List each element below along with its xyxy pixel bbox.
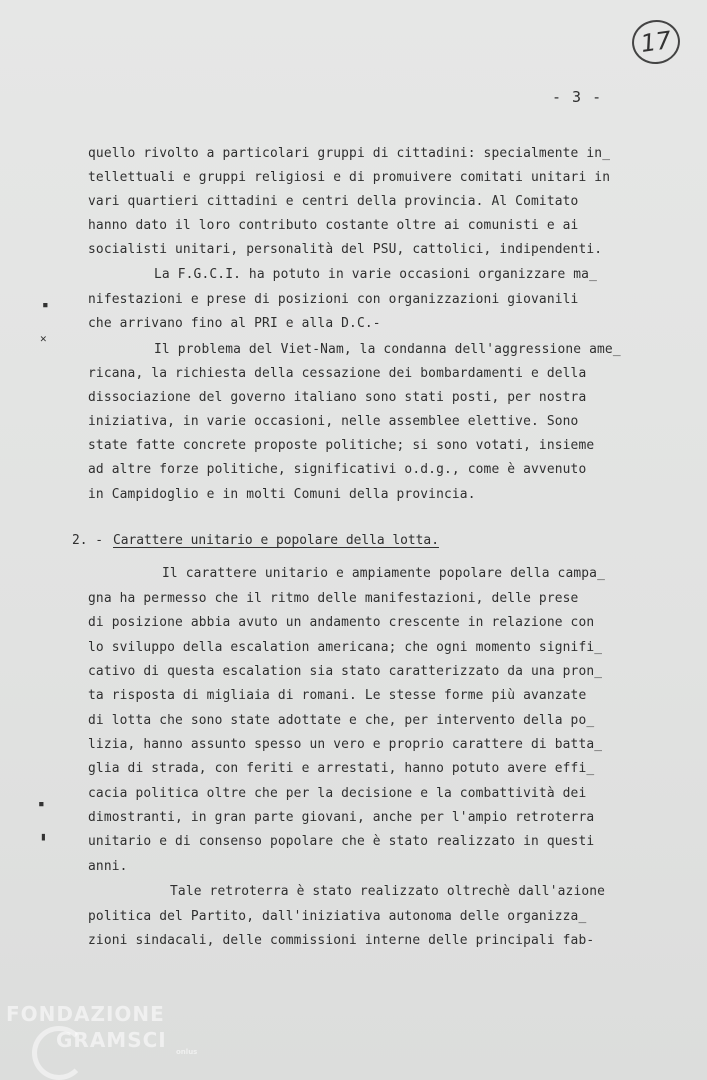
- margin-mark: ✕: [40, 332, 47, 345]
- text-line: lizia, hanno assunto spesso un vero e proprio carattere di batta_: [88, 737, 603, 752]
- watermark-line-2: GRAMSCI: [56, 1028, 167, 1052]
- text-line: quello rivolto a particolari gruppi di cittadini: specialmente in_: [88, 146, 611, 161]
- text-line: La F.G.C.I. ha potuto in varie occasioni organizzare ma_: [154, 267, 598, 282]
- text-line: cacia politica oltre che per la decisione e la combattività dei: [88, 786, 587, 801]
- text-line: dimostranti, in gran parte giovani, anche per l'ampio retroterra: [88, 810, 595, 825]
- text-line: ad altre forze politiche, significativi o.d.g., come è avvenuto: [88, 462, 587, 477]
- text-line: lo sviluppo della escalation americana; che ogni momento signifi_: [88, 640, 603, 655]
- text-line: socialisti unitari, personalità del PSU, cattolici, indipendenti.: [88, 242, 603, 257]
- text-line: che arrivano fino al PRI e alla D.C.-: [88, 316, 381, 331]
- text-line: di posizione abbia avuto un andamento crescente in relazione con: [88, 615, 595, 630]
- archive-watermark: [6, 1002, 198, 1056]
- text-line: in Campidoglio e in molti Comuni della provincia.: [88, 487, 476, 502]
- text-line: nifestazioni e prese di posizioni con organizzazioni giovanili: [88, 292, 579, 307]
- page-stamp: [629, 17, 683, 67]
- section-number: 2. -: [72, 533, 104, 548]
- text-line: Il problema del Viet-Nam, la condanna dell'aggressione ame_: [154, 342, 621, 357]
- text-line: politica del Partito, dall'iniziativa autonoma delle organizza_: [88, 909, 587, 924]
- text-line: state fatte concrete proposte politiche; si sono votati, insieme: [88, 438, 595, 453]
- text-line: ta risposta di migliaia di romani. Le stesse forme più avanzate: [88, 688, 587, 703]
- text-line: Il carattere unitario e ampiamente popolare della campa_: [162, 566, 606, 581]
- text-line: vari quartieri cittadini e centri della provincia. Al Comitato: [88, 194, 579, 209]
- stamp-number: 17: [638, 26, 674, 58]
- text-line: unitario e di consenso popolare che è stato realizzato in questi: [88, 834, 595, 849]
- margin-mark: ▪: [42, 298, 49, 311]
- text-line: di lotta che sono state adottate e che, per intervento della po_: [88, 713, 595, 728]
- text-line: hanno dato il loro contributo costante oltre ai comunisti e ai: [88, 218, 579, 233]
- text-line: zioni sindacali, delle commissioni interne delle principali fab-: [88, 933, 595, 948]
- watermark-logo-icon: [32, 1026, 86, 1080]
- text-line: dissociazione del governo italiano sono stati posti, per nostra: [88, 390, 587, 405]
- section-title: Carattere unitario e popolare della lotta.: [113, 533, 439, 548]
- text-line: Tale retroterra è stato realizzato oltrechè dall'azione: [170, 884, 606, 899]
- text-line: gna ha permesso che il ritmo delle manifestazioni, delle prese: [88, 591, 579, 606]
- text-line: glia di strada, con feriti e arrestati, hanno potuto avere effi_: [88, 761, 595, 776]
- page-number: - 3 -: [552, 88, 603, 106]
- text-line: anni.: [88, 859, 128, 874]
- watermark-line-3: onlus: [176, 1048, 198, 1056]
- watermark-line-1: FONDAZIONE: [6, 1002, 165, 1026]
- margin-mark: ▪: [38, 797, 45, 810]
- text-line: ricana, la richiesta della cessazione dei bombardamenti e della: [88, 366, 587, 381]
- margin-mark: ▮: [40, 830, 47, 843]
- text-line: tellettuali e gruppi religiosi e di promuivere comitati unitari in: [88, 170, 611, 185]
- text-line: iniziativa, in varie occasioni, nelle assemblee elettive. Sono: [88, 414, 579, 429]
- text-line: cativo di questa escalation sia stato caratterizzato da una pron_: [88, 664, 603, 679]
